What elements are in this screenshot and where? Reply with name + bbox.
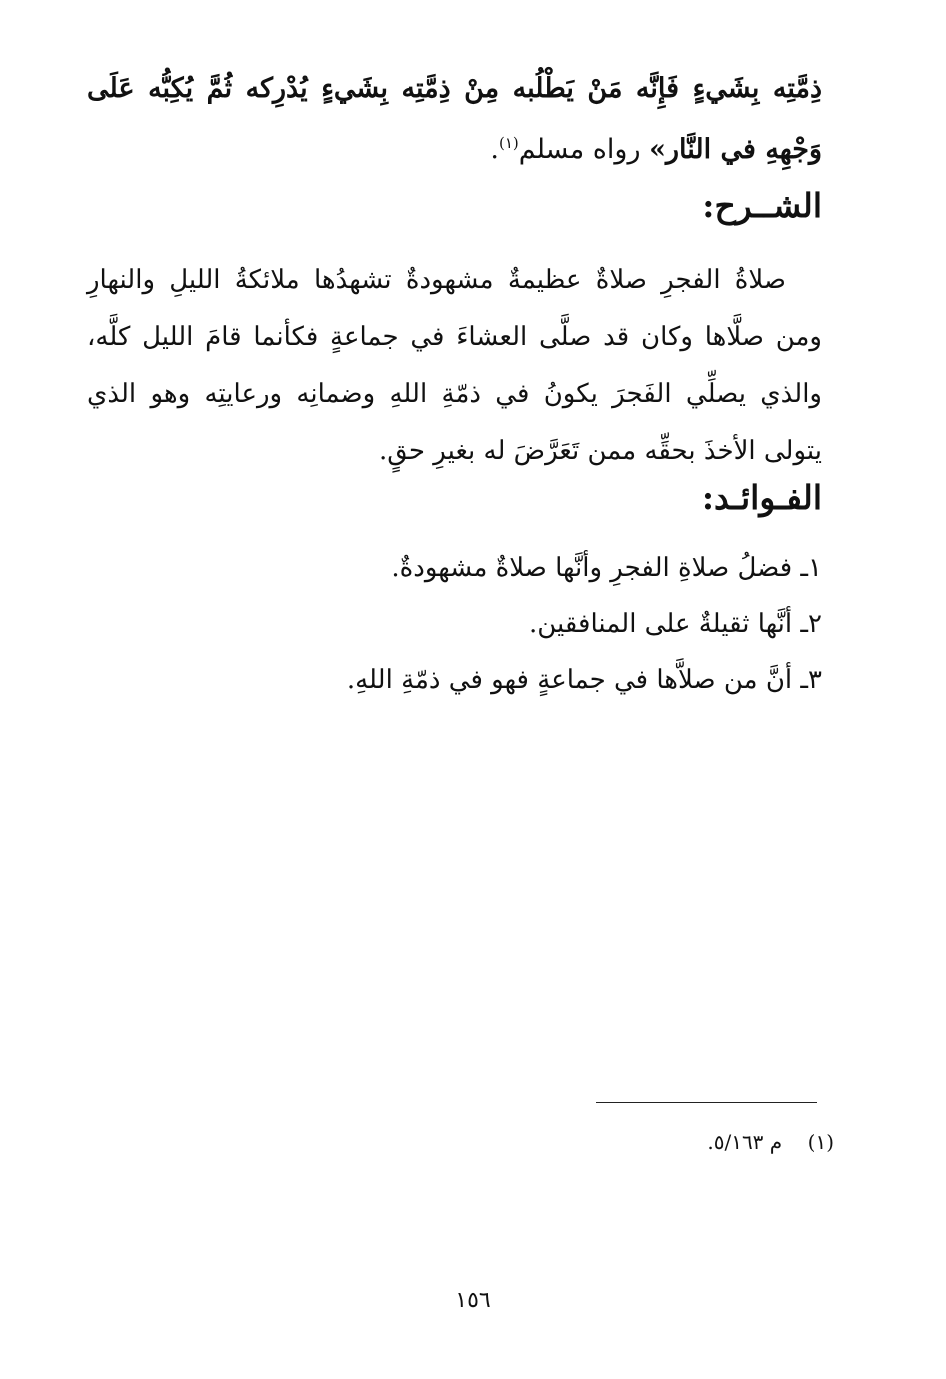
sharh-paragraph: صلاةُ الفجرِ صلاةٌ عظيمةٌ مشهودةٌ تشهدُها ملائكةُ الليلِ والنهارِ ومن صلَّاها وكان قد صلَّى العشاءَ في جماعةٍ فكأنما قامَ الليل كلَّه، والذي يصلِّي الفَجرَ يكونُ في ذمّةِ اللهِ وضمانِه ورعايتِه وهو الذي يتولى الأخذَ بحقِّه ممن تَعَرَّضَ له بغيرِ حقٍ. [87, 265, 822, 466]
benefits-list [87, 540, 822, 708]
hadith-text: ذِمَّتِه بِشَيءٍ فَإِنَّه مَنْ يَطْلُبه مِنْ ذِمَّتِه بِشَيءٍ يُدْرِكه ثُمَّ يُكِبُّه عَلَى وَجْهِهِ في النَّار» [87, 73, 822, 165]
sharh-heading: الشــرح: [702, 186, 822, 225]
fawaid-heading: الفـوائـد: [701, 478, 822, 517]
footnote [707, 1130, 834, 1154]
footnote-divider [596, 1102, 817, 1103]
footnote-marker: (١) [807, 1130, 834, 1154]
footnote-reference[interactable]: (١) [498, 134, 519, 152]
benefit-item: ١ـ فضلُ صلاةِ الفجرِ وأنَّها صلاةٌ مشهودةٌ. [391, 553, 822, 583]
hadith-continuation [87, 62, 822, 177]
benefit-item: ٣ـ أنَّ من صلاَّها في جماعةٍ فهو في ذمّةِ اللهِ. [346, 665, 822, 695]
hadith-source: رواه مسلم [518, 134, 650, 165]
footnote-text: م ٥/١٦٣. [707, 1130, 783, 1154]
benefit-item: ٢ـ أنَّها ثقيلةٌ على المنافقين. [528, 609, 822, 639]
hadith-end-mark: . [490, 134, 499, 165]
page-number: ١٥٦ [455, 1288, 491, 1313]
